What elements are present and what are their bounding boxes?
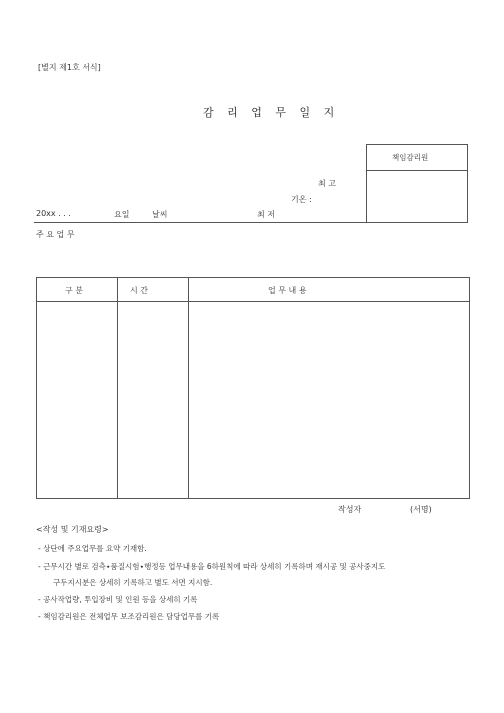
approval-box-divider: [367, 170, 467, 171]
instruction-item: - 공사작업량, 투입장비 및 인원 등을 상세히 기록: [38, 595, 198, 604]
page-title: 감 리 업 무 일 지: [203, 106, 340, 119]
date-underline: [34, 222, 367, 223]
instruction-item: - 상단에 주요업무를 요약 기재함.: [38, 544, 147, 553]
instruction-item-continued: 구두지시분은 상세히 기록하고 별도 서면 지시함.: [53, 578, 213, 587]
instruction-item: - 근무시간 별로 검측∙품질시험∙행정등 업무내용을 6하원칙에 따라 상세히 기록하며 재시공 및 공사중지도: [38, 562, 386, 571]
signature-label: (서명): [410, 505, 432, 514]
table-header-time: 시 간: [130, 286, 148, 295]
table-column-divider: [188, 278, 189, 498]
approval-box-header: 책임감리원: [392, 153, 429, 162]
instructions-heading: <작성 및 기재요령>: [36, 525, 109, 534]
table-header-category: 구 분: [65, 286, 83, 295]
date-field: 20xx . . .: [36, 209, 71, 218]
temperature-high-label: 최 고: [318, 179, 336, 188]
temperature-low-label: 최 저: [257, 210, 275, 219]
weekday-label: 요일: [114, 210, 130, 219]
author-label: 작성자: [338, 505, 362, 514]
instruction-item: - 책임감리원은 전체업무 보조감리원은 담당업무를 기록: [38, 612, 220, 621]
main-work-label: 주 요 업 무: [36, 230, 75, 239]
form-label: [별지 제1호 서식]: [38, 63, 101, 72]
table-header-divider: [37, 301, 469, 302]
work-log-table: [36, 277, 470, 499]
table-header-work-content: 업 무 내 용: [268, 286, 307, 295]
table-column-divider: [117, 278, 118, 498]
weather-label: 날씨: [152, 210, 168, 219]
temperature-label: 기온 :: [291, 195, 312, 204]
